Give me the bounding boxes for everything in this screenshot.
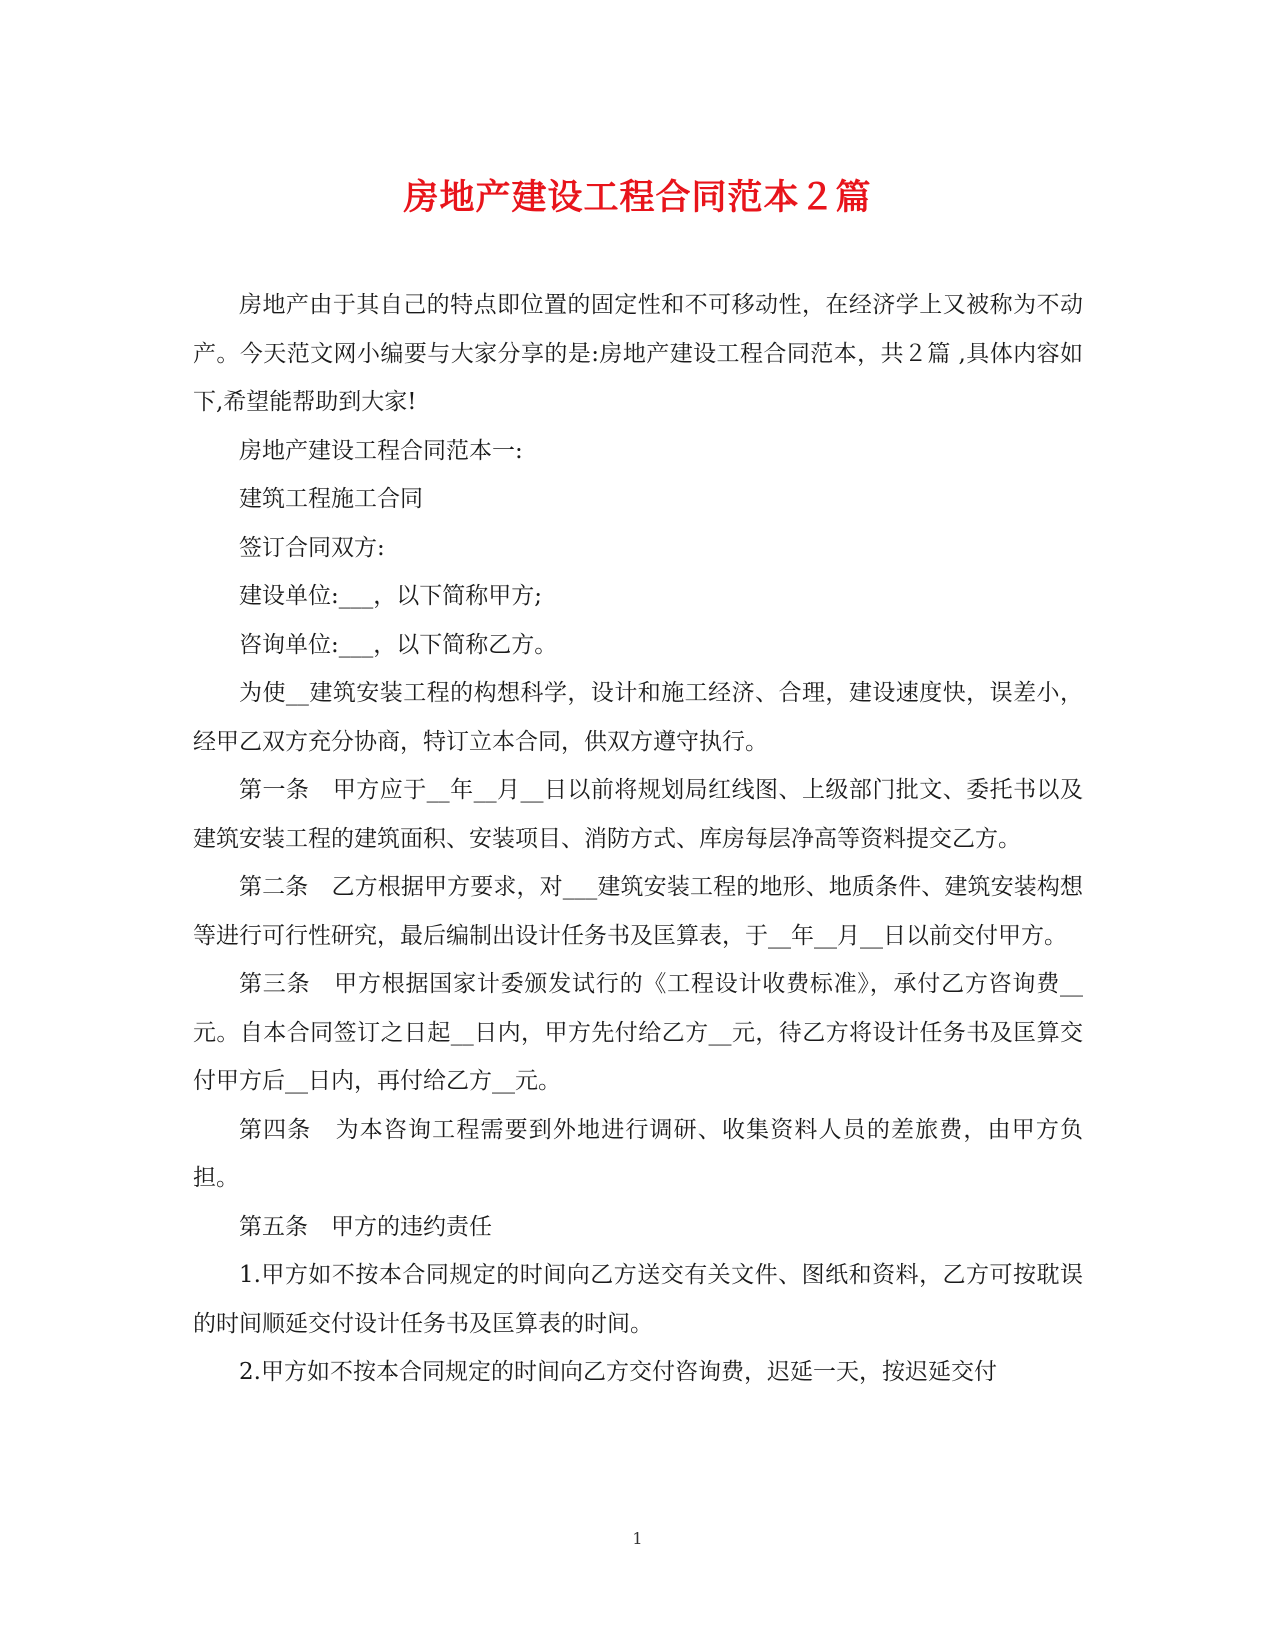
paragraph-contract-one-heading: 房地产建设工程合同范本一: bbox=[239, 437, 523, 464]
paragraph-clause-2: 2.甲方如不按本合同规定的时间向乙方交付咨询费，迟延一天，按迟延交付 bbox=[239, 1359, 997, 1385]
document-body bbox=[193, 281, 1083, 1397]
paragraph-intro: 房地产由于其自己的特点即位置的固定性和不可移动性，在经济学上又被称为不动产。今天范文网小编要与大家分享的是:房地产建设工程合同范本，共２篇 ,具体内容如下,希望能帮助到大家! bbox=[193, 292, 1083, 415]
paragraph-article-5: 第五条 甲方的违约责任 bbox=[239, 1213, 492, 1240]
paragraph-contract-name: 建筑工程施工合同 bbox=[239, 486, 423, 512]
document-title: 房地产建设工程合同范本２篇 bbox=[403, 177, 872, 218]
paragraph-clause-1: 1.甲方如不按本合同规定的时间向乙方送交有关文件、图纸和资料，乙方可按耽误的时间顺延交付设计任务书及匡算表的时间。 bbox=[193, 1262, 1083, 1337]
paragraph-parties-heading: 签订合同双方: bbox=[239, 534, 385, 561]
paragraph-article-2: 第二条 乙方根据甲方要求，对___建筑安装工程的地形、地质条件、建筑安装构想等进行可行性研究，最后编制出设计任务书及匡算表，于__年__月__日以前交付甲方。 bbox=[193, 874, 1083, 949]
paragraph-party-a: 建设单位:___，以下简称甲方; bbox=[239, 583, 542, 609]
paragraph-article-3: 第三条 甲方根据国家计委颁发试行的《工程设计收费标准》，承付乙方咨询费__元。自本合同签订之日起__日内，甲方先付给乙方__元，待乙方将设计任务书及匡算交付甲方后__日内，再付给乙方__元。 bbox=[193, 971, 1083, 1094]
page-number: 1 bbox=[632, 1529, 643, 1548]
paragraph-party-b: 咨询单位:___，以下简称乙方。 bbox=[239, 631, 558, 658]
paragraph-purpose: 为使__建筑安装工程的构想科学，设计和施工经济、合理，建设速度快，误差小，经甲乙双方充分协商，特订立本合同，供双方遵守执行。 bbox=[193, 680, 1083, 755]
paragraph-article-1: 第一条 甲方应于__年__月__日以前将规划局红线图、上级部门批文、委托书以及建筑安装工程的建筑面积、安装项目、消防方式、库房每层净高等资料提交乙方。 bbox=[193, 777, 1083, 852]
paragraph-article-4: 第四条 为本咨询工程需要到外地进行调研、收集资料人员的差旅费，由甲方负担。 bbox=[193, 1116, 1083, 1191]
